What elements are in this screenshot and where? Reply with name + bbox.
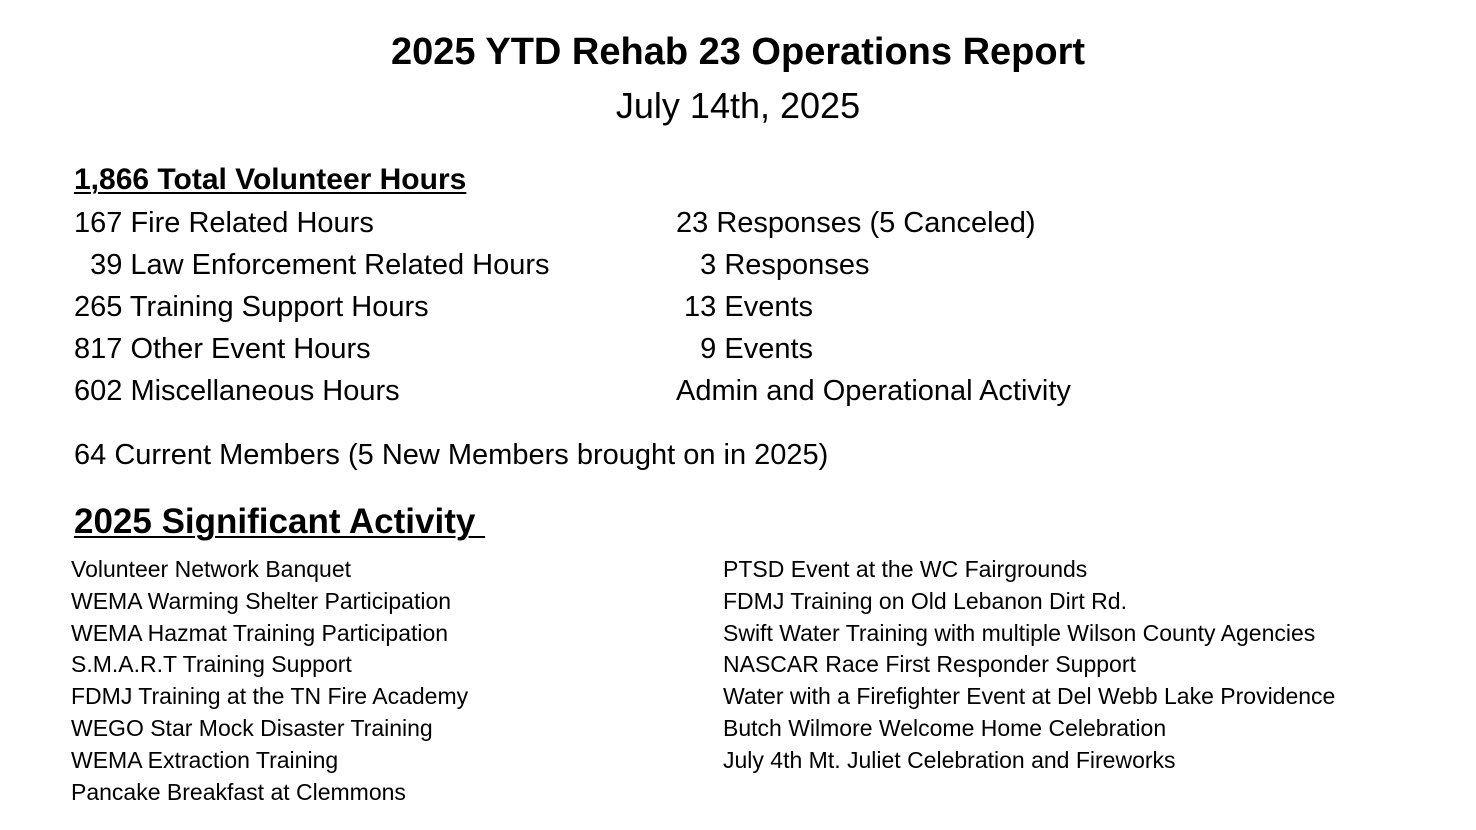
stat-misc-hours: 602 Miscellaneous Hours	[74, 375, 400, 407]
list-item: NASCAR Race First Responder Support	[723, 651, 1136, 678]
list-item: Butch Wilmore Welcome Home Celebration	[723, 714, 1167, 741]
list-item: S.M.A.R.T Training Support	[71, 651, 352, 678]
stat-other-event-hours: 817 Other Event Hours	[74, 333, 371, 365]
list-item: July 4th Mt. Juliet Celebration and Fireworks	[723, 746, 1176, 773]
list-item: WEMA Hazmat Training Participation	[71, 619, 449, 646]
report-title: 2025 YTD Rehab 23 Operations Report	[390, 31, 1086, 73]
current-members: 64 Current Members (5 New Members brought on in 2025)	[74, 439, 829, 471]
list-item: WEGO Star Mock Disaster Training	[71, 714, 433, 741]
activity-list-left	[71, 554, 468, 808]
stat-law-hours: 39 Law Enforcement Related Hours	[74, 249, 550, 281]
stat-misc-activity: Admin and Operational Activity	[676, 375, 1071, 407]
stat-fire-hours: 167 Fire Related Hours	[74, 207, 374, 239]
activity-list-right	[723, 554, 1335, 777]
list-item: WEMA Warming Shelter Participation	[71, 587, 452, 614]
list-item: Water with a Firefighter Event at Del Webb Lake Providence	[723, 683, 1336, 710]
list-item: Pancake Breakfast at Clemmons	[71, 778, 406, 805]
stat-fire-responses: 23 Responses (5 Canceled)	[676, 207, 1036, 239]
total-hours-heading: 1,866 Total Volunteer Hours	[74, 163, 467, 196]
list-item: PTSD Event at the WC Fairgrounds	[723, 556, 1088, 582]
list-item: FDMJ Training on Old Lebanon Dirt Rd.	[723, 587, 1127, 614]
stat-law-responses: 3 Responses	[676, 249, 870, 281]
list-item: WEMA Extraction Training	[71, 746, 339, 773]
stat-training-events: 13 Events	[676, 291, 814, 323]
report-date: July 14th, 2025	[615, 85, 861, 126]
list-item: FDMJ Training at the TN Fire Academy	[71, 683, 469, 710]
significant-activity-heading: 2025 Significant Activity	[74, 502, 486, 541]
stat-other-events: 9 Events	[676, 333, 814, 365]
stat-training-hours: 265 Training Support Hours	[74, 291, 429, 323]
list-item: Swift Water Training with multiple Wilson County Agencies	[723, 619, 1316, 646]
list-item: Volunteer Network Banquet	[71, 556, 352, 582]
